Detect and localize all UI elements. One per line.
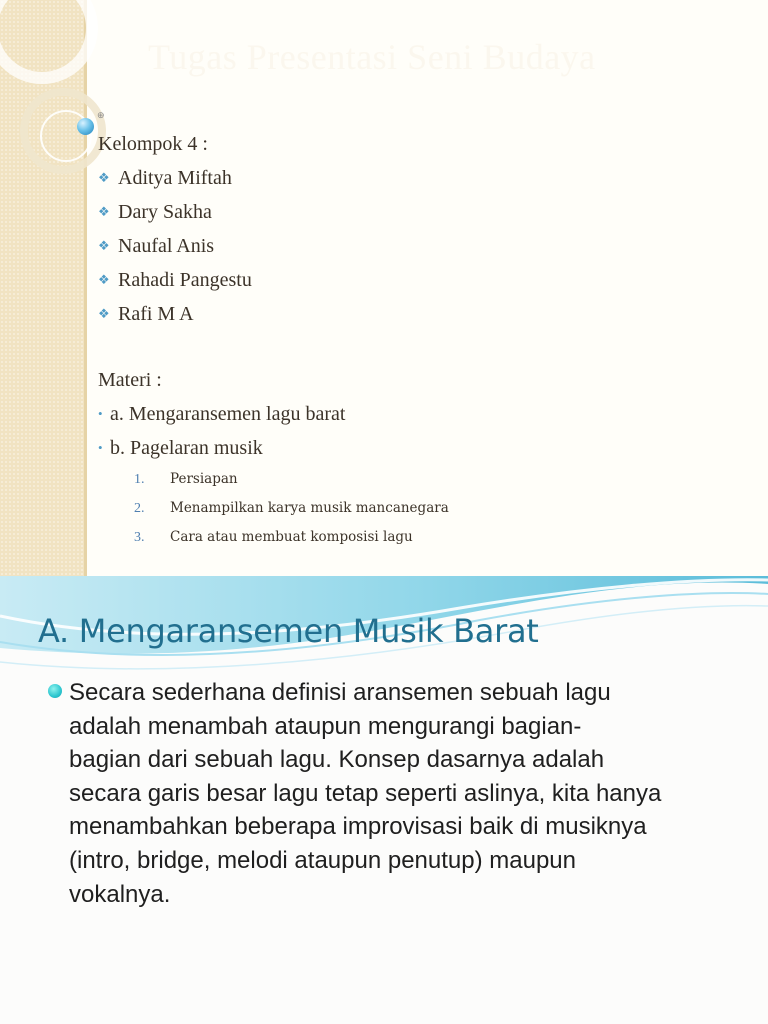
diamond-bullet-icon: ❖ [98, 204, 110, 219]
sidebar-divider [84, 0, 87, 576]
subtopic-text: Cara atau membuat komposisi lagu [170, 529, 413, 545]
decorative-sidebar [0, 0, 84, 576]
subtopic-item [98, 465, 449, 494]
member-item [98, 297, 449, 331]
slide-1-title: Tugas Presentasi Seni Budaya [148, 37, 596, 77]
paragraph-line: vokalnya. [69, 880, 171, 908]
materi-heading: Materi : [98, 369, 162, 391]
member-name: Dary Sakha [118, 201, 212, 223]
diamond-bullet-icon: ❖ [98, 306, 110, 321]
slide-2-title: A. Mengaransemen Musik Barat [38, 612, 539, 650]
member-name: Naufal Anis [118, 235, 215, 257]
round-bullet-icon [48, 684, 62, 698]
dot-bullet-icon: • [98, 406, 103, 421]
subtopic-item [98, 523, 449, 552]
group-heading: Kelompok 4 : [98, 133, 208, 155]
diamond-bullet-icon: ❖ [98, 272, 110, 287]
member-name: Rafi M A [118, 303, 194, 325]
topic-item [98, 431, 449, 465]
member-item [98, 263, 449, 297]
topic-text: a. Mengaransemen lagu barat [110, 403, 346, 425]
paragraph-line: menambahkan beberapa improvisasi baik di musiknya [69, 813, 647, 841]
subtopic-text: Menampilkan karya musik mancanegara [170, 500, 449, 516]
spacer [98, 331, 449, 364]
slide-2 [0, 576, 768, 1024]
topic-item [98, 397, 449, 431]
subtopic-number: 1. [134, 472, 145, 487]
subtopic-number: 3. [134, 530, 145, 545]
member-item [98, 161, 449, 195]
paragraph-line: Secara sederhana definisi aransemen sebuah lagu [69, 679, 611, 706]
member-name: Rahadi Pangestu [118, 269, 252, 291]
diamond-bullet-icon: ❖ [98, 238, 110, 253]
subtopic-text: Persiapan [170, 471, 238, 487]
definition-paragraph [69, 676, 759, 911]
subtopic-item [98, 494, 449, 523]
placeholder-marker: ⊕ [97, 110, 105, 120]
member-name: Aditya Miftah [118, 167, 232, 189]
member-item [98, 229, 449, 263]
dot-bullet-icon: • [98, 440, 103, 455]
paragraph-line: (intro, bridge, melodi ataupun penutup) maupun [69, 846, 576, 874]
paragraph-line: bagian dari sebuah lagu. Konsep dasarnya adalah [69, 746, 605, 774]
subtopic-number: 2. [134, 501, 145, 516]
slide-1-body [98, 128, 449, 552]
member-item [98, 195, 449, 229]
diamond-bullet-icon: ❖ [98, 170, 110, 185]
paragraph-line: adalah menambah ataupun mengurangi bagian- [69, 712, 582, 740]
paragraph-line: secara garis besar lagu tetap seperti aslinya, kita hanya [69, 779, 662, 807]
topic-text: b. Pagelaran musik [110, 437, 263, 459]
blue-orb-icon [77, 118, 94, 135]
